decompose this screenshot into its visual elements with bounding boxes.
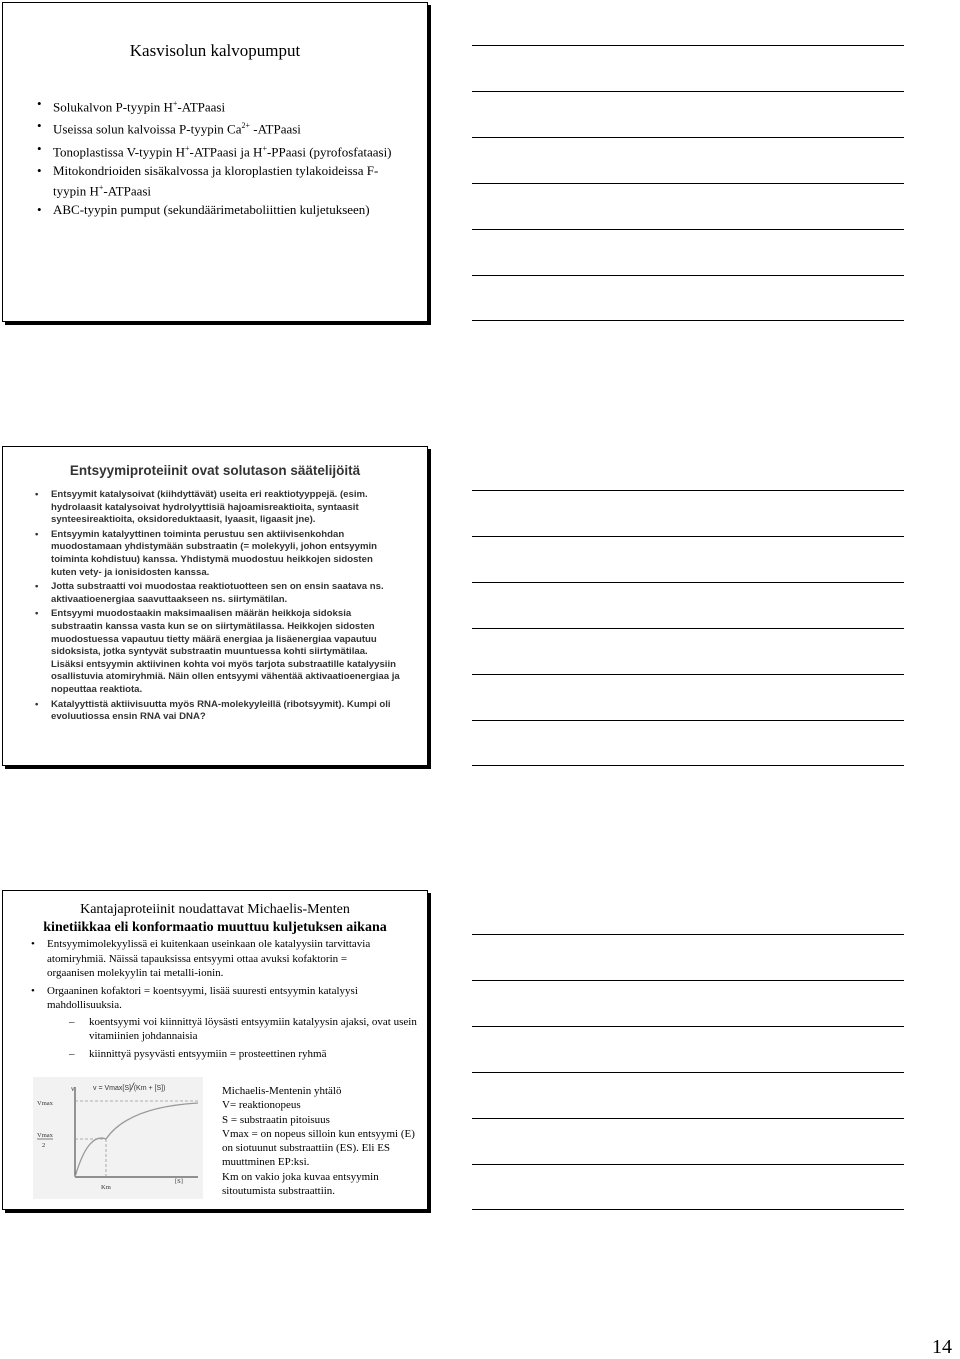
note-line xyxy=(472,720,904,721)
note-line xyxy=(472,45,904,46)
slide-michaelis-menten xyxy=(2,890,428,1210)
note-line xyxy=(472,765,904,766)
note-line xyxy=(472,536,904,537)
note-line xyxy=(472,229,904,230)
list-item: • Katalyyttistä aktiivisuutta myös RNA-molekyyleillä (ribotsyymit). Kumpi oli evoluutiossa ensin RNA vai DNA? xyxy=(31,699,401,724)
equation-explanation xyxy=(222,1084,428,1198)
list-item: • Entsyymi muodostaakin maksimaalisen määrän heikkoja sidoksia substraatin kanssa vasta kun se on siirtymätilassa. Heikkojen sidosten muodostuessa vapautuu tietty määrä energiaa ja lisäenergiaa vapautuu sidoksista, jotka syntyvät substraatin muuntuessa kohti siirtymätilaa. Lisäksi entsyymin aktiivinen kohta voi myös tarjota substraatille katalyysiin osallistuvia atomiryhmiä. Näin ollen entsyymi vähentää aktivaatioenergiaa ja nopeuttaa reaktiota. xyxy=(31,608,401,696)
note-line xyxy=(472,137,904,138)
list-item: • Mitokondrioiden sisäkalvossa ja kloroplastien tylakoideissa F-tyypin H+-ATPaasi xyxy=(33,162,403,199)
s-axis-label: [S] xyxy=(175,1178,183,1185)
note-line xyxy=(472,490,904,491)
slide-kalvopumput xyxy=(2,2,428,322)
v-axis-label: v xyxy=(71,1085,75,1093)
note-line xyxy=(472,628,904,629)
note-line xyxy=(472,1026,904,1027)
eq-note: Michaelis-Mentenin yhtälö xyxy=(222,1085,342,1097)
list-item: • Solukalvon P-tyypin H+-ATPaasi xyxy=(33,95,403,115)
list-item: • Entsyymin katalyyttinen toiminta perustuu sen aktiivisenkohdan muodostamaan yhdistymään substraatin (= molekyyli, johon entsyymin toiminta kohdistuu) kanssa. Yhdistymä muodostuu heikkojen sidosten kuten vety- ja ionisidosten kanssa. xyxy=(31,529,401,579)
bullet-list xyxy=(27,937,417,1064)
note-line xyxy=(472,1118,904,1119)
bullet-list xyxy=(33,95,403,220)
note-line xyxy=(472,320,904,321)
half-vmax-denominator: 2 xyxy=(42,1142,46,1149)
note-line xyxy=(472,91,904,92)
eq-note: V= reaktionopeus xyxy=(222,1099,301,1112)
half-vmax-label: Vmax xyxy=(37,1132,53,1139)
note-line xyxy=(472,582,904,583)
slide-entsyymiproteiinit xyxy=(2,446,428,766)
list-item: • Orgaaninen kofaktori = koentsyymi, lisää suuresti entsyymin katalyysi mahdollisuuksia. – koentsyymi voi kiinnittyä löysästi entsyymiin katalyysin ajaksi, ovat usein vitamiinien johdannaisia – kiinnittyä pysyvästi entsyymiin = prosteettinen ryhmä xyxy=(27,984,397,1062)
page-number: 14 xyxy=(932,1336,952,1358)
slide-title: Entsyymiproteiinit ovat solutason säätelijöitä xyxy=(69,463,361,478)
slide-title: Kasvisolun kalvopumput xyxy=(129,41,301,60)
title-line: kinetiikkaa eli konformaatio muuttuu kuljetuksen aikana xyxy=(43,920,387,935)
sub-list-item: – kiinnittyä pysyvästi entsyymiin = prosteettinen ryhmä xyxy=(47,1047,417,1062)
note-line xyxy=(472,183,904,184)
eq-note: Vmax = on nopeus silloin kun entsyymi (E) on siotuunut substraattiin (ES). Eli ES muuttminen EP:ksi. xyxy=(222,1127,415,1169)
sub-list xyxy=(47,1015,417,1062)
note-line xyxy=(472,275,904,276)
bullet-list xyxy=(31,489,401,726)
list-item: • Tonoplastissa V-tyypin H+-ATPaasi ja H+-PPaasi (pyrofosfataasi) xyxy=(33,140,403,160)
list-item: • Entsyymit katalysoivat (kiihdyttävät) useita eri reaktiotyyppejä. (esim. hydrolaasit katalysoivat hydrolyyttisiä hajoamisreaktioita, syntaasit synteesireaktioita, oksidoreduktaasit, lyaasit, ligaasit jne). xyxy=(31,489,401,527)
sub-list-item: – koentsyymi voi kiinnittyä löysästi entsyymiin katalyysin ajaksi, ovat usein vitamiinien johdannaisia xyxy=(47,1015,417,1044)
note-line xyxy=(472,674,904,675)
note-line xyxy=(472,980,904,981)
km-label: Km xyxy=(101,1184,111,1191)
note-line xyxy=(472,1164,904,1165)
note-line xyxy=(472,1209,904,1210)
equation-label: v = Vmax[S]/(Km + [S]) xyxy=(93,1082,166,1093)
note-line xyxy=(472,1072,904,1073)
eq-note: Km on vakio joka kuvaa entsyymin sitoutumista substraattiin. xyxy=(222,1170,379,1198)
list-item: • Useissa solun kalvoissa P-tyypin $Ca^{2+}$ -ATPaasi xyxy=(33,117,403,137)
title-line: Kantajaproteiinit noudattavat Michaelis-Menten xyxy=(80,902,350,917)
list-item: • Entsyymimolekyylissä ei kuitenkaan useinkaan ole katalyysiin tarvittavia atomiryhmiä. Näissä tapauksissa entsyymi ottaa avuksi kofaktorin = orgaanisen molekyylin tai metalli-ionin. xyxy=(27,937,397,981)
michaelis-menten-graph xyxy=(33,1077,203,1199)
note-line xyxy=(472,934,904,935)
list-item: • ABC-tyypin pumput (sekundäärimetaboliittien kuljetukseen) xyxy=(33,201,403,218)
eq-note: S = substraatin pitoisuus xyxy=(222,1113,330,1126)
slide-title xyxy=(3,901,427,937)
vmax-label: Vmax xyxy=(37,1100,53,1107)
list-item: • Jotta substraatti voi muodostaa reaktiotuotteen sen on ensin saatava ns. aktivaatioenergiaa saavuttaakseen ns. siirtymätilan. xyxy=(31,581,401,606)
